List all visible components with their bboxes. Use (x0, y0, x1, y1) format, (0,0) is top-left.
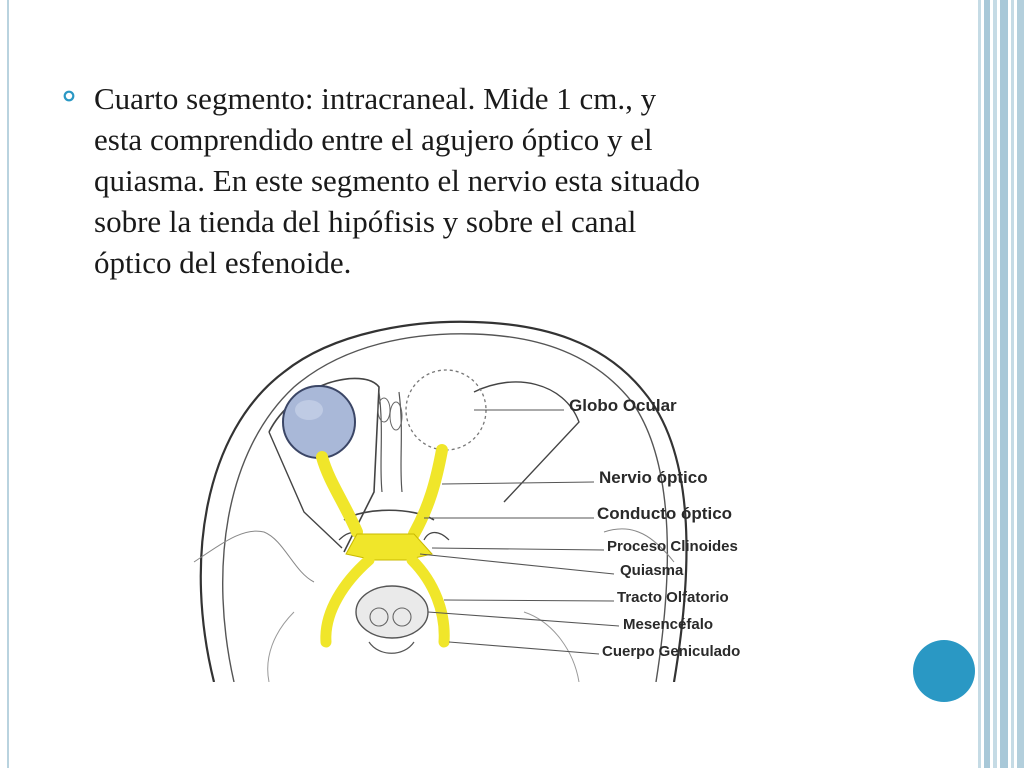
paragraph-line: sobre la tienda del hipófisis y sobre el canal (94, 204, 637, 239)
label-cuerpo-geniculado: Cuerpo Geniculado (602, 643, 741, 660)
paragraph-line: quiasma. En este segmento el nervio esta situado (94, 163, 701, 198)
label-tracto-olfatorio: Tracto Olfatorio (617, 589, 729, 606)
right-decorative-stripes (978, 0, 1024, 768)
label-conducto-optico: Conducto óptico (597, 504, 733, 523)
label-nervio-optico: Nervio óptico (599, 468, 708, 487)
bullet-circle-icon (63, 90, 75, 102)
left-border-line (7, 0, 9, 768)
decorative-circle (913, 640, 975, 702)
label-quiasma: Quiasma (620, 562, 684, 579)
label-proceso-clinoides: Proceso Clinoides (607, 538, 738, 555)
paragraph-line: esta comprendido entre el agujero óptico y el (94, 122, 653, 157)
slide-paragraph (94, 78, 894, 283)
optic-nerve-anatomy-figure (174, 312, 770, 682)
paragraph-line: óptico del esfenoide. (94, 245, 352, 280)
label-mesencefalo: Mesencéfalo (623, 616, 714, 633)
label-globo-ocular: Globo Ocular (569, 396, 677, 415)
paragraph-line: Cuarto segmento: intracraneal. Mide 1 cm., y (94, 81, 657, 116)
